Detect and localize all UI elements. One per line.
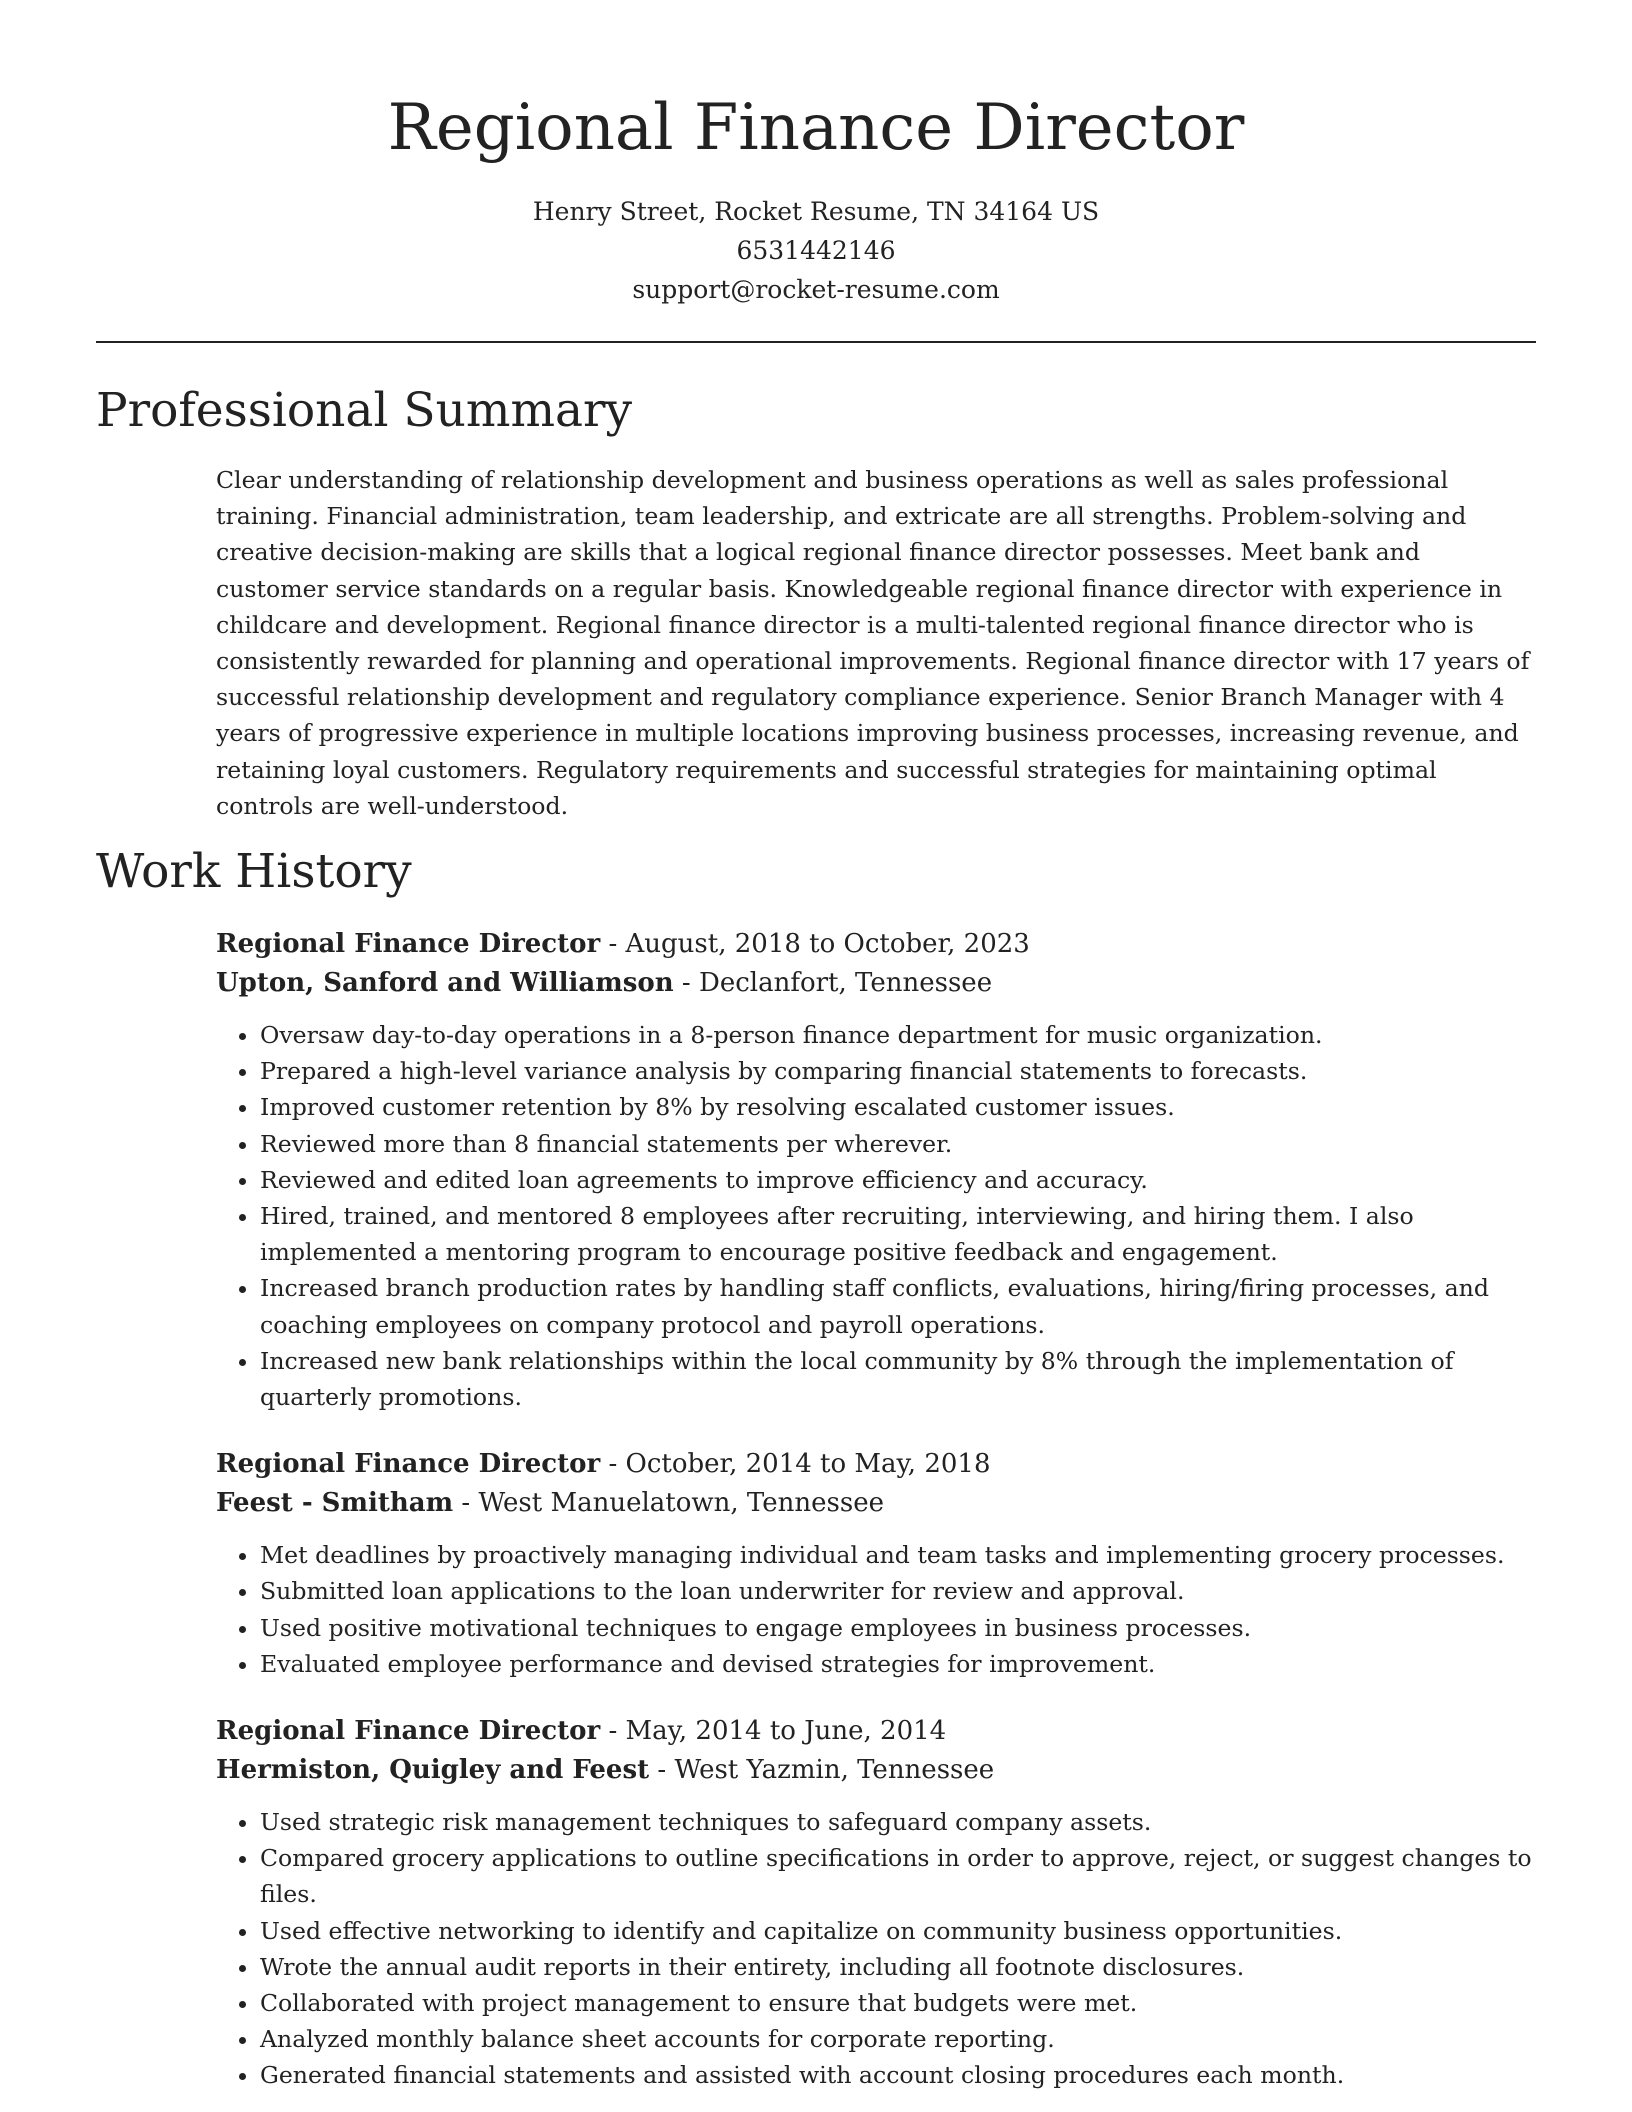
bullet-item: • Collaborated with project management to ensure that budgets were met. bbox=[260, 1985, 1536, 2021]
job-dates: May, 2014 to June, 2014 bbox=[625, 1716, 947, 1747]
bullet-item: • Reviewed and edited loan agreements to improve efficiency and accuracy. bbox=[260, 1162, 1536, 1198]
bullet-item: • Wrote the annual audit reports in their entirety, including all footnote disclosures. bbox=[260, 1949, 1536, 1985]
job-title-line: Regional Finance Director - October, 2014 to May, 2018 bbox=[216, 1449, 991, 1480]
job-title-line: Regional Finance Director - May, 2014 to June, 2014 bbox=[216, 1716, 947, 1747]
bullet-item: • Used positive motivational techniques to engage employees in business processes. bbox=[260, 1610, 1536, 1646]
bullet-item: • Submitted loan applications to the loan underwriter for review and approval. bbox=[260, 1573, 1536, 1609]
bullet-item: • Reviewed more than 8 financial statements per wherever. bbox=[260, 1126, 1536, 1162]
bullet-item: • Improved customer retention by 8% by resolving escalated customer issues. bbox=[260, 1089, 1536, 1125]
bullet-item: • Used effective networking to identify and capitalize on community business opportunities. bbox=[260, 1913, 1536, 1949]
job-company: Upton, Sanford and Williamson bbox=[216, 968, 674, 998]
bullet-item: • Used strategic risk management techniques to safeguard company assets. bbox=[260, 1804, 1536, 1840]
job-bullets bbox=[216, 1537, 1536, 1682]
bullet-item: • Evaluated employee performance and devised strategies for improvement. bbox=[260, 1646, 1536, 1682]
contact-address: Henry Street, Rocket Resume, TN 34164 US bbox=[532, 197, 1100, 226]
bullet-item: • Oversaw day-to-day operations in a 8-person finance department for music organization. bbox=[260, 1017, 1536, 1053]
bullet-item: • Increased new bank relationships within the local community by 8% through the implementation of quarterly promotions. bbox=[260, 1343, 1536, 1415]
job-title-line: Regional Finance Director - August, 2018 to October, 2023 bbox=[216, 929, 1030, 959]
job-entry bbox=[216, 1712, 1536, 2094]
bullet-item: • Increased branch production rates by handling staff conflicts, evaluations, hiring/firing processes, and coaching employees on company protocol and payroll operations. bbox=[260, 1270, 1536, 1342]
contact-phone: 6531442146 bbox=[736, 236, 896, 265]
job-entry bbox=[216, 1445, 1536, 1682]
bullet-item: • Generated financial statements and assisted with account closing procedures each month. bbox=[260, 2057, 1536, 2093]
job-company-line: Feest - Smitham - West Manuelatown, Tennessee bbox=[216, 1488, 884, 1519]
work-history-heading: Work History bbox=[96, 844, 412, 899]
work-history-list bbox=[216, 925, 1536, 2112]
job-entry bbox=[216, 925, 1536, 1415]
job-role: Regional Finance Director bbox=[216, 1716, 601, 1747]
bullet-item: • Prepared a high-level variance analysis by comparing financial statements to forecasts. bbox=[260, 1053, 1536, 1089]
job-dates: October, 2014 to May, 2018 bbox=[625, 1449, 991, 1480]
job-bullets bbox=[216, 1804, 1536, 2094]
contact-block bbox=[0, 192, 1632, 309]
bullet-item: • Compared grocery applications to outline specifications in order to approve, reject, or suggest changes to files. bbox=[260, 1840, 1536, 1912]
job-location: Declanfort, Tennessee bbox=[699, 968, 993, 998]
job-company: Feest - Smitham bbox=[216, 1488, 454, 1519]
job-role: Regional Finance Director bbox=[216, 929, 601, 959]
bullet-item: • Hired, trained, and mentored 8 employees after recruiting, interviewing, and hiring them. I also implemented a mentoring program to encourage positive feedback and engagement. bbox=[260, 1198, 1536, 1270]
summary-heading: Professional Summary bbox=[96, 383, 633, 438]
header-divider bbox=[96, 341, 1536, 343]
summary-text: Clear understanding of relationship development and business operations as well as sales professional training. Financial administration, team leadership, and extricate are all strengths. Problem-solving and creative decision-making are skills that a logical regional finance director possesses. Meet bank and customer service standards on a regular basis. Knowledgeable regional finance director with experience in childcare and development. Regional finance director is a multi-talented regional finance director who is consistently rewarded for planning and operational improvements. Regional finance director with 17 years of successful relationship development and regulatory compliance experience. Senior Branch Manager with 4 years of progressive experience in multiple locations improving business processes, increasing revenue, and retaining loyal customers. Regulatory requirements and successful strategies for maintaining optimal controls are well-understood. bbox=[216, 466, 1530, 820]
bullet-item: • Met deadlines by proactively managing individual and team tasks and implementing grocery processes. bbox=[260, 1537, 1536, 1573]
bullet-item: • Analyzed monthly balance sheet accounts for corporate reporting. bbox=[260, 2021, 1536, 2057]
job-bullets bbox=[216, 1017, 1536, 1415]
candidate-name: Regional Finance Director bbox=[387, 91, 1245, 165]
job-dates: August, 2018 to October, 2023 bbox=[625, 929, 1030, 959]
contact-email: support@rocket-resume.com bbox=[632, 275, 1000, 304]
resume-header bbox=[0, 0, 1632, 309]
job-company: Hermiston, Quigley and Feest bbox=[216, 1755, 650, 1786]
job-location: West Yazmin, Tennessee bbox=[674, 1755, 995, 1786]
job-location: West Manuelatown, Tennessee bbox=[478, 1488, 884, 1519]
job-company-line: Hermiston, Quigley and Feest - West Yazmin, Tennessee bbox=[216, 1755, 995, 1786]
job-company-line: Upton, Sanford and Williamson - Declanfort, Tennessee bbox=[216, 968, 993, 998]
job-role: Regional Finance Director bbox=[216, 1449, 601, 1480]
